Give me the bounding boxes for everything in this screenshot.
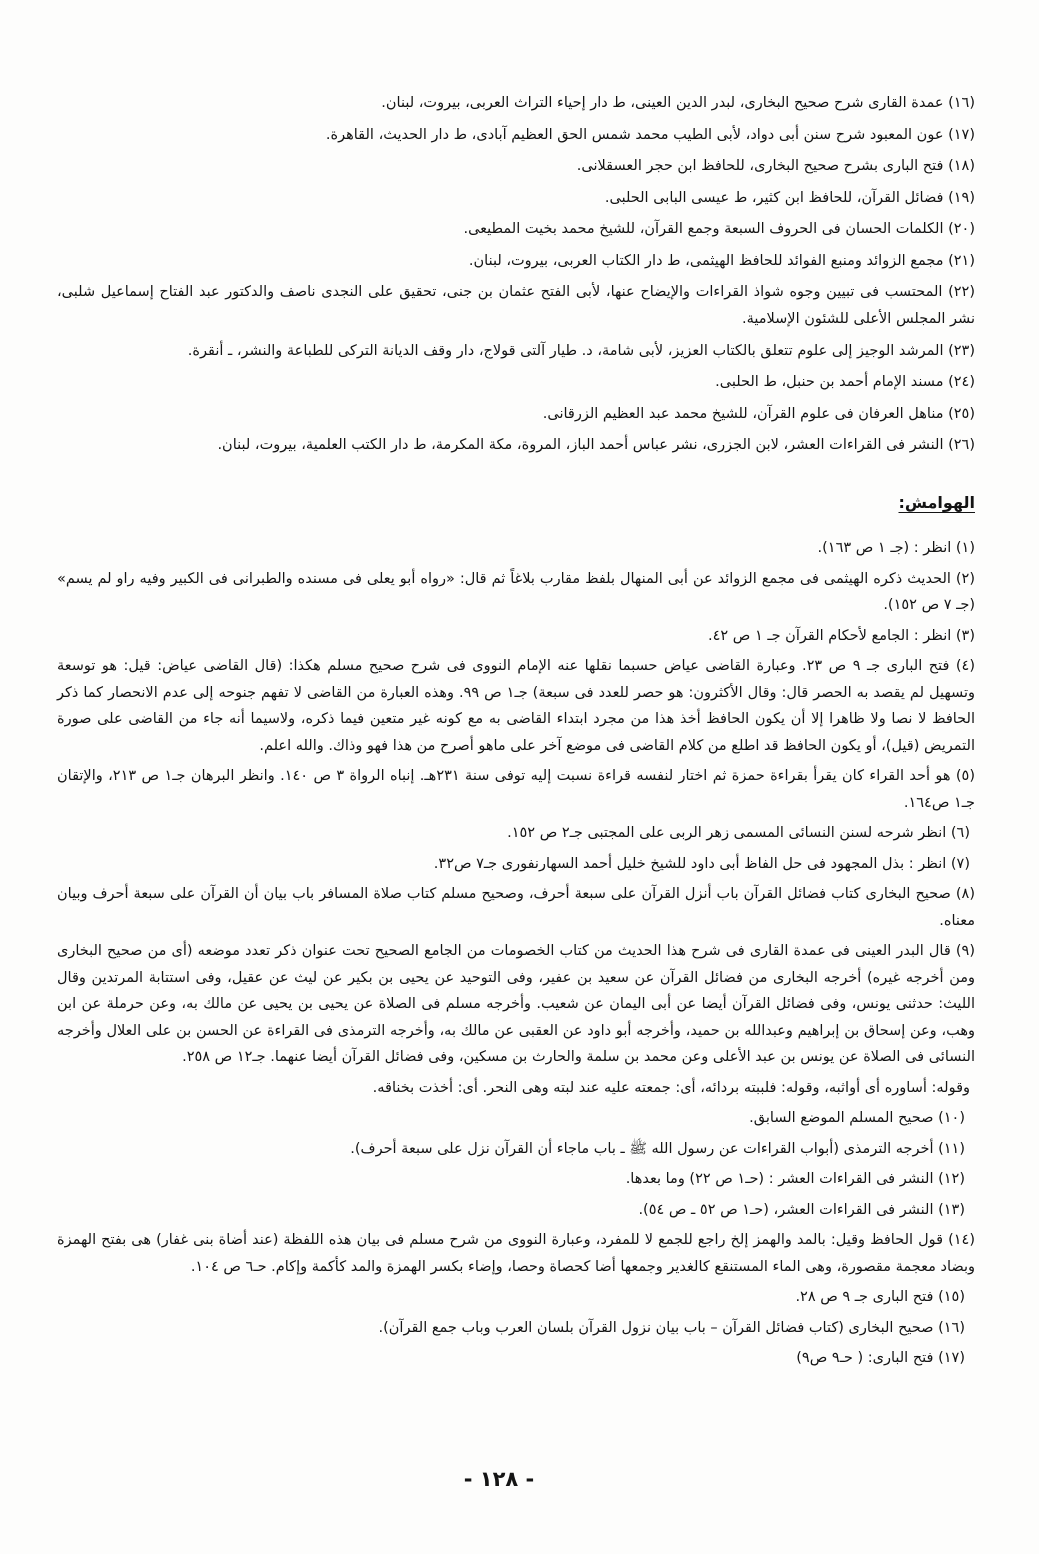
footnote-item: (١٤) قول الحافظ وقيل: بالمد والهمز إلخ راجع للجمع لا للمفرد، وعبارة النووى من شرح مسلم فى بيان هذه اللفظة (عند أضاة بنى غفار) هى بفتح الهمزة وبضاد معجمة مقصورة، وهى الماء المستنقع كالغدير وجمعها أضا كحصاة وحصا، وإضاء بكسر الهمزة والمد كأكمة وإكام. حـ٦ ص ١٠٤. [57,1232,975,1275]
footnote-item: (٨) صحيح البخارى كتاب فضائل القرآن باب أنزل القرآن على سبعة أحرف، وصحيح مسلم كتاب صلاة المسافر باب بيان أن القرآن على سبعة أحرف وبيان معناه. [57,886,975,929]
footnote-item: (١٢) النشر فى القراءات العشر : (حـ١ ص ٢٢) وما بعدها. [625,1171,965,1187]
reference-item: (٢٦) النشر فى القراءات العشر، لابن الجزرى، نشر عباس أحمد الباز، المروة، مكة المكرمة، ط دار الكتب العلمية، بيروت، لبنان. [217,437,975,453]
page-number: - ١٢٨ - [463,1467,535,1491]
footnote-item: (٣) انظر : الجامع لأحكام القرآن جـ ١ ص ٤٢. [708,627,975,644]
footnote-item: (٥) هو أحد القراء كان يقرأ بقراءة حمزة ثم اختار لنفسه قراءة نسبت إليه توفى سنة ٢٣١هـ. إنباه الرواة ٣ ص ١٤٠. وانظر البرهان جـ١ ص ٢١٣، والإتقان جـ١ ص١٦٤. [57,768,975,811]
footnote-item: (١٦) صحيح البخارى (كتاب فضائل القرآن – باب بيان نزول القرآن بلسان العرب وباب جمع القرآن). [378,1319,965,1336]
reference-item: (٢٢) المحتسب فى تبيين وجوه شواذ القراءات والإيضاح عنها، لأبى الفتح عثمان بن جنى، تحقيق على النجدى ناصف والدكتور عبد الفتاح إسماعيل شلبى، نشر المجلس الأعلى للشئون الإسلامية. [57,284,975,327]
reference-item: (١٨) فتح البارى بشرح صحيح البخارى، للحافظ ابن حجر العسقلانى. [576,158,975,174]
footnotes-heading: الهوامش: [898,493,975,512]
footnote-item: (٢) الحديث ذكره الهيثمى فى مجمع الزوائد عن أبى المنهال بلفظ مقارب بلاغاً ثم قال: «رواه أبو يعلى فى مسنده والطبرانى فى الكبير وفيه راو لم يسم» (جـ ٧ ص ١٥٢). [57,570,975,613]
footnote-item: (٦) انظر شرحه لسنن النسائى المسمى زهر الربى على المجتبى جـ٢ ص ١٥٢. [507,825,970,841]
footnotes-list [57,535,975,1372]
reference-item: (١٦) عمدة القارى شرح صحيح البخارى، لبدر الدين العينى، ط دار إحياء التراث العربى، بيروت، لبنان. [381,95,975,111]
footnote-item: (١٠) صحيح المسلم الموضع السابق. [749,1110,965,1126]
footnote-item: (١٥) فتح البارى جـ ٩ ص ٢٨. [795,1289,965,1305]
page-body [57,90,975,1376]
footnote-item: (١) انظر : (جـ ١ ص ١٦٣). [817,540,975,556]
reference-item: (٢١) مجمع الزوائد ومنبع الفوائد للحافظ الهيثمى، ط دار الكتاب العربى، بيروت، لبنان. [468,252,975,269]
footnote-item: (٤) فتح البارى جـ ٩ ص ٢٣. وعبارة القاضى عياض حسبما نقلها عنه الإمام النووى فى شرح صحيح مسلم هكذا: (قال القاضى عياض: قيل: هو توسعة وتسهيل لم يقصد به الحصر قال: وقال الأكثرون: هو حصر للعدد فى سبعة) جـ١ ص ٩٩. وهذه العبارة من القاضى لا تفهم جنوحه إلى عدم الانحصار كما ذكر الحافظ لا نصا ولا ظاهرا إلا أن يكون الحافظ أخذ هذا من مجرد ابتداء القاضى به مع كونه غير متعين فيما ذكره، ولاسيما أنه جاء من القاضى على صورة التمريض (قيل)، أو يكون الحافظ قد اطلع من كلام القاضى فى موضع آخر على ماهو أصرح من هذا فهو وذاك. والله اعلم. [57,658,976,754]
reference-item: (٢٠) الكلمات الحسان فى الحروف السبعة وجمع القرآن، للشيخ محمد بخيت المطيعى. [463,221,975,237]
reference-item: (١٧) عون المعبود شرح سنن أبى دواد، لأبى الطيب محمد شمس الحق العظيم آبادى، ط دار الحديث، القاهرة. [325,126,975,143]
reference-item: (٢٤) مسند الإمام أحمد بن حنبل، ط الحلبى. [715,374,975,390]
reference-item: (٢٣) المرشد الوجيز إلى علوم تتعلق بالكتاب العزيز، لأبى شامة، د. طيار آلتى قولاج، دار وقف الديانة التركى للطباعة والنشر، ـ أنقرة. [187,342,975,359]
footnote-item: (١٣) النشر فى القراءات العشر، (حـ١ ص ٥٢ ـ ص ٥٤). [638,1201,965,1218]
reference-item: (١٩) فضائل القرآن، للحافظ ابن كثير، ط عيسى البابى الحلبى. [604,189,975,206]
footnote-continuation: وقوله: أساوره أى أواثبه، وقوله: فلببته بردائه، أى: جمعته عليه عند لبته وهى النحر. أى: أخذت بخناقه. [372,1079,970,1096]
footnote-item: (٩) قال البدر العينى فى عمدة القارى فى شرح هذا الحديث من كتاب الخصومات من الجامع الصحيح تحت عنوان ذكر تعدد موضعه (أى من صحيح البخارى ومن أخرجه غيره) أخرجه البخارى من فضائل القرآن عن سعيد بن عفير، وفى التوحيد عن يحيى بن بكير عن ليث عن عقيل، وفى استتابة المرتدين وقال الليث: حدثنى يونس، وفى فضائل القرآن أيضا عن أبى اليمان عن شعيب. وأخرجه مسلم فى الصلاة عن يحيى بن يحيى عن مالك به، وعن حرملة عن ابن وهب، وعن إسحاق بن إبراهيم وعبدالله بن حميد، وأخرجه أبو داود عن العقبى عن مالك به، وأخرجه الترمذى فى القراءة عن الحسن بن على العلال وأخرجه النسائى فى الصلاة عن يونس بن عبد الأعلى وعن محمد بن سلمة والحارث بن مسكين، وفى فضائل القرآن أيضا عنهما. جـ١٢ ص ٢٥٨. [57,943,975,1065]
footnote-item: (١٧) فتح البارى: ( حـ٩ ص٩) [796,1350,965,1366]
references-list [57,90,975,459]
footnote-item: (٧) انظر : بذل المجهود فى حل الفاظ أبى داود للشيخ خليل أحمد السهارنفورى جـ٧ ص٣٢. [433,855,970,872]
footnote-item: (١١) أخرجه الترمذى (أبواب القراءات عن رسول الله ﷺ ـ باب ماجاء أن القرآن نزل على سبعة أحرف). [350,1140,965,1157]
reference-item: (٢٥) مناهل العرفان فى علوم القرآن، للشيخ محمد عبد العظيم الزرقانى. [542,405,975,422]
